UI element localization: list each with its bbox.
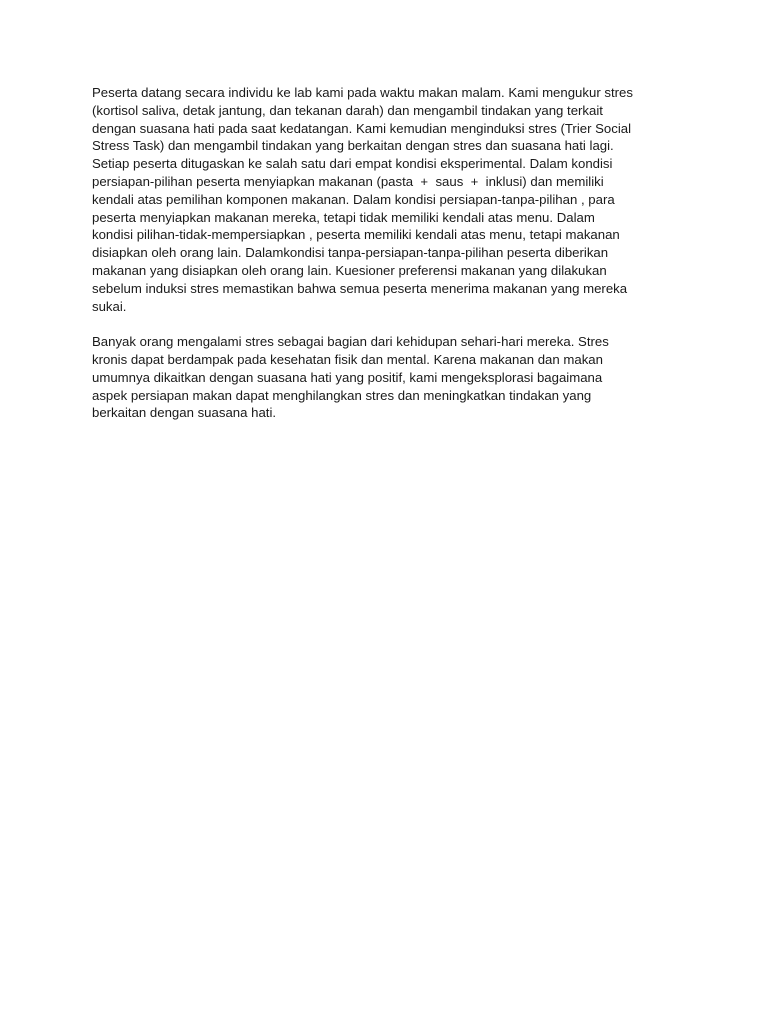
text-line: peserta menyiapkan makanan mereka, tetapi tidak memiliki kendali atas menu. Dalam [92, 209, 595, 225]
paragraph-methods [92, 84, 692, 315]
text-line: dengan suasana hati pada saat kedatangan. Kami kemudian menginduksi stres (Trier Social [92, 120, 632, 136]
text-line: Stress Task) dan mengambil tindakan yang berkaitan dengan stres dan suasana hati lagi. [92, 138, 614, 154]
text-line: persiapan-pilihan peserta menyiapkan makanan (pasta + saus + inklusi) dan memiliki [92, 173, 604, 189]
text-line: Banyak orang mengalami stres sebagai bagian dari kehidupan sehari-hari mereka. Stres [92, 334, 609, 350]
text-line: umumnya dikaitkan dengan suasana hati yang positif, kami mengeksplorasi bagaimana [92, 369, 603, 385]
text-line: sukai. [92, 298, 127, 314]
text-line: berkaitan dengan suasana hati. [92, 405, 277, 421]
text-line: kondisi pilihan-tidak-mempersiapkan , peserta memiliki kendali atas menu, tetapi makanan [92, 227, 620, 243]
text-line: aspek persiapan makan dapat menghilangkan stres dan meningkatkan tindakan yang [92, 387, 592, 403]
text-line: Setiap peserta ditugaskan ke salah satu dari empat kondisi eksperimental. Dalam kondisi [92, 156, 613, 172]
document-body [92, 84, 692, 422]
text-line: Peserta datang secara individu ke lab kami pada waktu makan malam. Kami mengukur stres [92, 85, 633, 100]
text-line: kronis dapat berdampak pada kesehatan fisik dan mental. Karena makanan dan makan [92, 351, 603, 367]
text-line: kendali atas pemilihan komponen makanan. Dalam kondisi persiapan-tanpa-pilihan , para [92, 191, 615, 207]
text-line: sebelum induksi stres memastikan bahwa semua peserta menerima makanan yang mereka [92, 280, 628, 296]
text-line: disiapkan oleh orang lain. Dalamkondisi tanpa-persiapan-tanpa-pilihan peserta diberikan [92, 245, 609, 261]
text-line: (kortisol saliva, detak jantung, dan tekanan darah) dan mengambil tindakan yang terkait [92, 102, 603, 118]
paragraph-background [92, 333, 692, 422]
text-line: makanan yang disiapkan oleh orang lain. Kuesioner preferensi makanan yang dilakukan [92, 262, 607, 278]
